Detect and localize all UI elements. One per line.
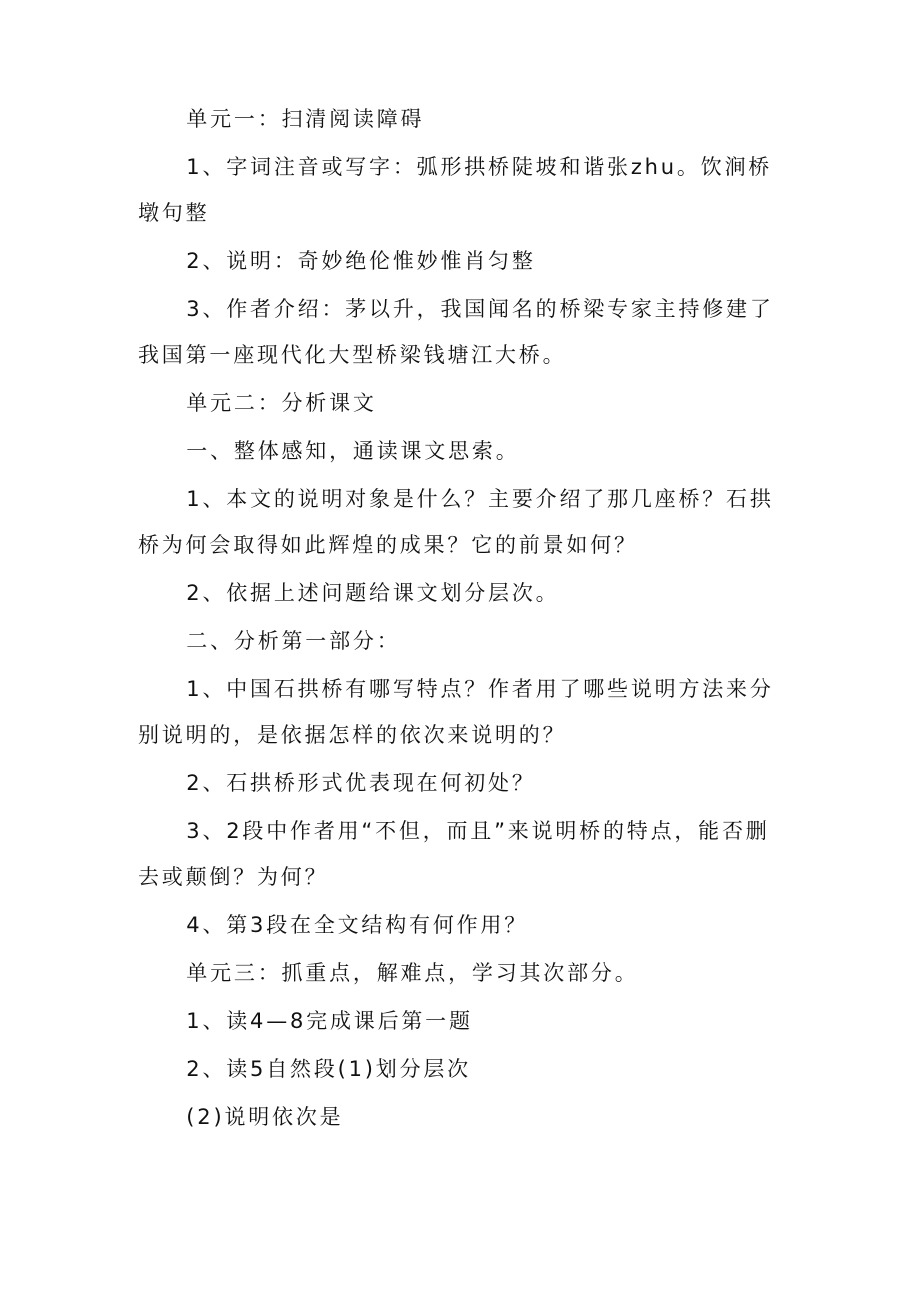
paragraph-vocab: 1、字词注音或写字：弧形拱桥陡坡和谐张zhu。饮涧桥墩句整 <box>138 155 773 225</box>
document-body <box>138 96 788 1142</box>
heading-unit-one: 单元一：扫清阅读障碍 <box>186 107 425 131</box>
task-read-5: 2、读5自然段(1)划分层次 <box>186 1057 471 1081</box>
question-1: 1、本文的说明对象是什么？主要介绍了那几座桥？石拱桥为何会取得如此辉煌的成果？它的前景如何？ <box>138 487 774 557</box>
question-form: 2、石拱桥形式优表现在何初处？ <box>186 771 536 795</box>
section-part-one: 二、分析第一部分： <box>186 629 401 653</box>
task-order: (2)说明依次是 <box>186 1105 344 1129</box>
question-features: 1、中国石拱桥有哪写特点？作者用了哪些说明方法来分别说明的，是依据怎样的依次来说明的？ <box>138 677 774 747</box>
heading-unit-two: 单元二：分析课文 <box>186 391 377 415</box>
section-overview: 一、整体感知，通读课文思索。 <box>186 439 520 463</box>
paragraph-explain: 2、说明：奇妙绝伦惟妙惟肖匀整 <box>186 249 536 273</box>
question-paragraph-3: 4、第3段在全文结构有何作用？ <box>186 913 529 937</box>
paragraph-author: 3、作者介绍：茅以升，我国闻名的桥梁专家主持修建了我国第一座现代化大型桥梁钱塘江大桥。 <box>138 297 774 367</box>
question-2: 2、依据上述问题给课文划分层次。 <box>186 581 560 605</box>
heading-unit-three: 单元三：抓重点，解难点，学习其次部分。 <box>186 961 639 985</box>
question-budan-erqie: 3、2段中作者用“不但，而且”来说明桥的特点，能否删去或颠倒？为何？ <box>138 819 770 889</box>
task-read-4-8: 1、读4—8完成课后第一题 <box>186 1009 473 1033</box>
